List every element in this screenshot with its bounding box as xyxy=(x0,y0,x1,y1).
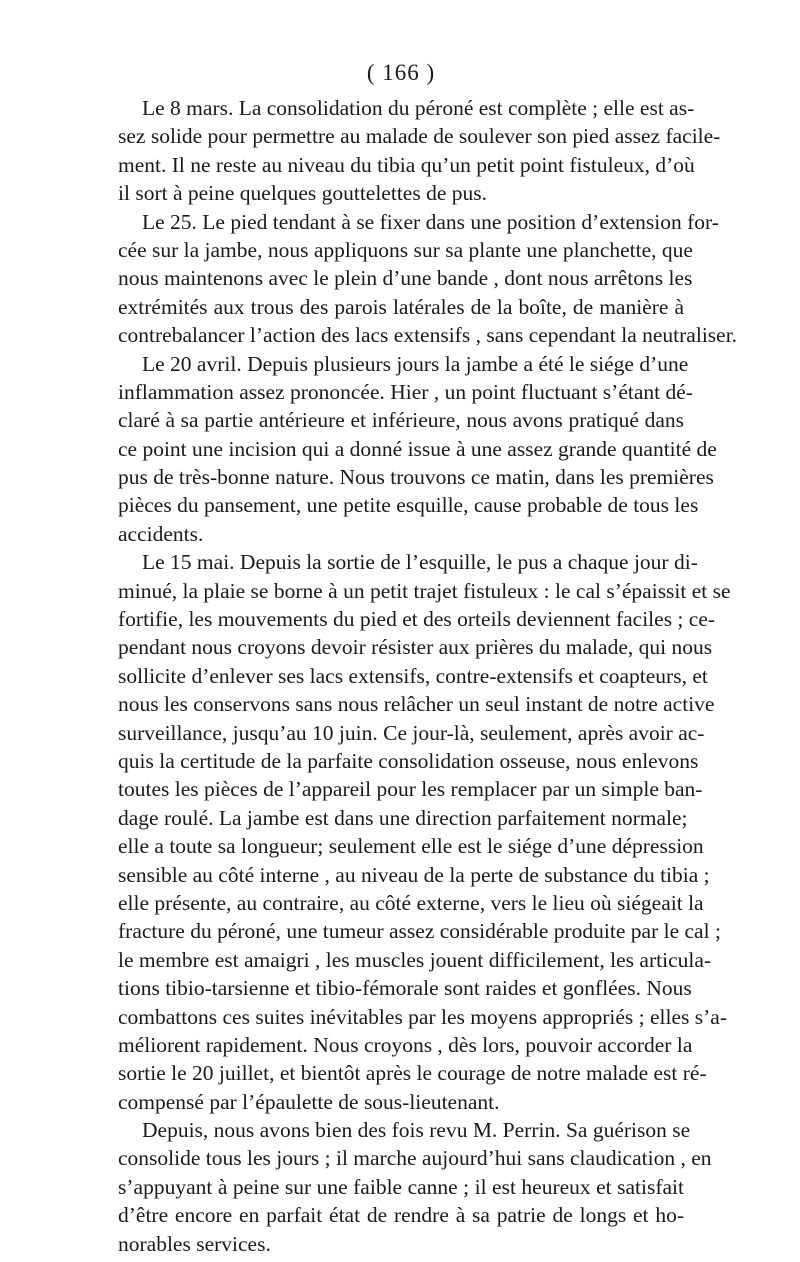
text-line: nous les conservons sans nous relâcher un seul instant de notre active xyxy=(118,692,715,717)
text-line: ce point une incision qui a donné issue à une assez grande quantité de xyxy=(118,436,717,461)
text-line: claré à sa partie antérieure et inférieure, nous avons pratiqué dans xyxy=(118,408,684,433)
text-line: accidents. xyxy=(118,521,204,546)
paragraph xyxy=(118,94,721,208)
text-line: inflammation assez prononcée. Hier , un point fluctuant s’étant dé- xyxy=(118,379,693,404)
text-line: sensible au côté interne , au niveau de la perte de substance du tibia ; xyxy=(118,862,710,887)
text-line: fortifie, les mouvements du pied et des orteils deviennent faciles ; ce- xyxy=(118,607,716,632)
text-line: fracture du péroné, une tumeur assez considérable produite par le cal ; xyxy=(118,919,721,944)
text-line: Le 25. Le pied tendant à se fixer dans une position d’extension for- xyxy=(142,209,719,234)
text-line: surveillance, jusqu’au 10 juin. Ce jour-là, seulement, après avoir ac- xyxy=(118,720,705,745)
text-line: il sort à peine quelques gouttelettes de pus. xyxy=(118,181,487,206)
text-line: Depuis, nous avons bien des fois revu M. Perrin. Sa guérison se xyxy=(142,1118,691,1143)
text-line: ment. Il ne reste au niveau du tibia qu’un petit point fistuleux, d’où xyxy=(118,152,695,177)
text-line: nous maintenons avec le plein d’une bande , dont nous arrêtons les xyxy=(118,266,693,291)
text-line: combattons ces suites inévitables par les moyens appropriés ; elles s’a- xyxy=(118,1004,728,1029)
text-line: toutes les pièces de l’appareil pour les remplacer par un simple ban- xyxy=(118,777,703,802)
text-line: sez solide pour permettre au malade de soulever son pied assez facile- xyxy=(118,124,721,149)
text-line: pièces du pansement, une petite esquille, cause probable de tous les xyxy=(118,493,699,518)
paragraph xyxy=(118,350,717,549)
page-number: ( 166 ) xyxy=(366,60,436,85)
text-line: extrémités aux trous des parois latérales de la boîte, de manière à xyxy=(118,294,684,319)
paragraph xyxy=(118,208,738,350)
text-line: sortie le 20 juillet, et bientôt après le courage de notre malade est ré- xyxy=(118,1061,707,1086)
text-line: d’être encore en parfait état de rendre à sa patrie de longs et ho- xyxy=(118,1203,684,1228)
text-line: dage roulé. La jambe est dans une direction parfaitement normale; xyxy=(118,805,688,830)
text-line: s’appuyant à peine sur une faible canne ; il est heureux et satisfait xyxy=(118,1174,684,1199)
text-line: méliorent rapidement. Nous croyons , dès lors, pouvoir accorder la xyxy=(118,1032,693,1057)
paragraph xyxy=(118,548,731,1116)
text-line: sollicite d’enlever ses lacs extensifs, contre-extensifs et coapteurs, et xyxy=(118,663,708,688)
text-line: quis la certitude de la parfaite consolidation osseuse, nous enlevons xyxy=(118,748,699,773)
text-line: elle a toute sa longueur; seulement elle est le siége d’une dépression xyxy=(118,834,704,859)
paragraph xyxy=(118,1116,712,1258)
text-line: minué, la plaie se borne à un petit trajet fistuleux : le cal s’épaissit et se xyxy=(118,578,731,603)
text-line: consolide tous les jours ; il marche aujourd’hui sans claudication , en xyxy=(118,1146,712,1171)
text-line: contrebalancer l’action des lacs extensifs , sans cependant la neutraliser. xyxy=(118,323,738,348)
text-line: le membre est amaigri , les muscles jouent difficilement, les articula- xyxy=(118,947,712,972)
text-line: tions tibio-tarsienne et tibio-fémorale sont raides et gonflées. Nous xyxy=(118,976,692,1001)
text-line: norables services. xyxy=(118,1231,271,1256)
text-line: cée sur la jambe, nous appliquons sur sa plante une planchette, que xyxy=(118,237,693,262)
text-line: elle présente, au contraire, au côté externe, vers le lieu où siégeait la xyxy=(118,890,704,915)
text-line: pus de très-bonne nature. Nous trouvons ce matin, dans les premières xyxy=(118,465,714,490)
text-line: pendant nous croyons devoir résister aux prières du malade, qui nous xyxy=(118,635,713,660)
text-line: Le 8 mars. La consolidation du péroné est complète ; elle est as- xyxy=(142,96,695,120)
text-line: Le 15 mai. Depuis la sortie de l’esquille, le pus a chaque jour di- xyxy=(142,550,698,575)
body-text xyxy=(118,94,738,1258)
text-line: Le 20 avril. Depuis plusieurs jours la jambe a été le siége d’une xyxy=(142,351,689,376)
book-page xyxy=(118,58,738,1258)
text-line: compensé par l’épaulette de sous-lieutenant. xyxy=(118,1089,500,1114)
